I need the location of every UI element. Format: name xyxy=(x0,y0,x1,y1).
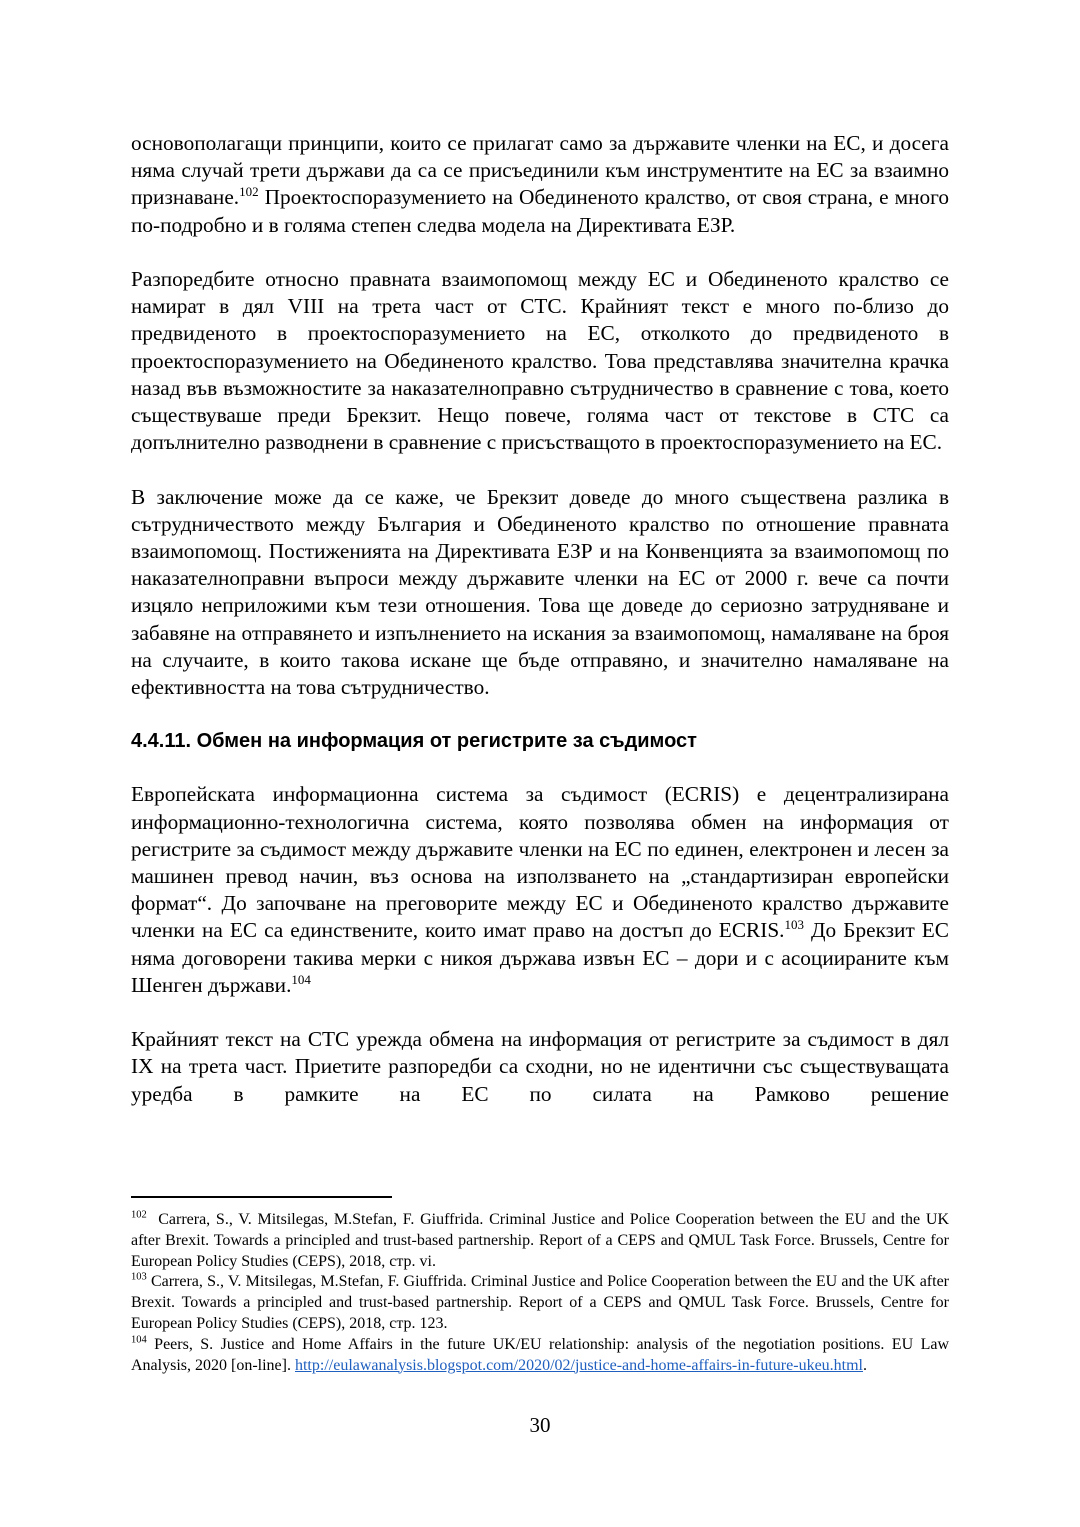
main-text xyxy=(131,130,949,1135)
footnote-ref[interactable]: 103 xyxy=(784,917,804,933)
footnote-number: 103 xyxy=(131,1272,147,1284)
footnote-text: . xyxy=(863,1356,867,1374)
page-number: 30 xyxy=(529,1413,551,1437)
footnote-number: 104 xyxy=(131,1334,147,1346)
footnote xyxy=(131,1335,949,1377)
paragraph xyxy=(131,484,949,702)
footnote-text: Peers, S. Justice and Home Affairs in the future UK/EU relationship: analysis of the negotiation positions. EU Law Analysis, 2020 [on-line]. xyxy=(131,1335,949,1374)
paragraph xyxy=(131,781,949,999)
footnote-ref[interactable]: 104 xyxy=(291,971,311,987)
text: Крайният текст на СТС урежда обмена на информация от регистрите за съдимост в дял IX на трета част. Приетите разпоредби са сходни, но не идентични със съществуващата уредба в рамките на ЕС по силата на Рамково решение xyxy=(131,1027,949,1106)
footnote xyxy=(131,1272,949,1334)
footnote-ref[interactable]: 102 xyxy=(239,184,259,200)
text: Европейската информационна система за съдимост (ECRIS) е децентрализирана информационно-технологична система, която позволява обмен на информация от регистрите за съдимост между държавите членки на ЕС по единен, електронен и лесен за машинен превод начин, въз основа на използването на „стандартизиран европейски формат“. До започване на преговорите между ЕС и Обединеното кралство държавите членки на ЕС са единствените, които имат право на достъп до ECRIS. xyxy=(131,782,949,943)
paragraph xyxy=(131,266,949,456)
footnote-text: Carrera, S., V. Mitsilegas, M.Stefan, F. Giuffrida. Criminal Justice and Police Cooperation between the EU and the UK after Brexit. Towards a principled and trust-based partnership. Report of a CEPS and QMUL Task Force. Brussels, Centre for European Policy Studies (CEPS), 2018, стр. vi. xyxy=(131,1211,953,1270)
footnotes xyxy=(131,1209,953,1376)
footnote xyxy=(131,1209,953,1272)
text: основополагащи принципи, които се прилагат само за държавите членки на ЕС, и досега няма случай трети държави да са се присъединили към инструментите на ЕС за взаимно признаване. xyxy=(131,131,949,210)
footnote-text: Carrera, S., V. Mitsilegas, M.Stefan, F. Giuffrida. Criminal Justice and Police Cooperation between the EU and the UK after Brexit. Towards a principled and trust-based partnership. Report of a CEPS and QMUL Task Force. Brussels, Centre for European Policy Studies (CEPS), 2018, стр. 123. xyxy=(131,1273,949,1332)
text: До Брекзит ЕС няма договорени такива мерки с никоя държава извън ЕС – дори и с асоциираните към Шенген държави. xyxy=(131,918,949,997)
text: Разпоредбите относно правната взаимопомощ между ЕС и Обединеното кралство се намират в дял VIII на трета част от СТС. Крайният текст е много по-близо до предвиденото в проектоспоразумението на ЕС, отколкото до предвиденото в проектоспоразумението на Обединеното кралство. Това представлява значителна крачка назад във възможностите за наказателноправно сътрудничество в сравнение с това, което съществуваше преди Брекзит. Нещо повече, голяма част от текстове в СТС са допълнително разводнени в сравнение с присъстващото в проектоспоразумението на ЕС. xyxy=(131,267,949,455)
text: В заключение може да се каже, че Брекзит доведе до много съществена разлика в сътрудничеството между България и Обединеното кралство по отношение правната взаимопомощ. Постиженията на Директивата ЕЗР и на Конвенцията за взаимопомощ по наказателноправни въпроси между държавите членки на ЕС от 2000 г. вече са почти изцяло неприложими към тези отношения. Това ще доведе до сериозно затрудняване и забавяне на отправянето и изпълнението на искания за взаимопомощ, намаляване на броя на случаите, в които такова искане ще бъде отправяно, и значително намаляване на ефективността на това сътрудничество. xyxy=(131,484,949,700)
section-heading: 4.4.11. Обмен на информация от регистрите за съдимост xyxy=(131,730,697,753)
paragraph xyxy=(131,1026,949,1108)
paragraph xyxy=(131,130,949,239)
footnote-link[interactable]: http://eulawanalysis.blogspot.com/2020/02/justice-and-home-affairs-in-future-ukeu.html xyxy=(294,1356,863,1374)
text: Проектоспоразумението на Обединеното кралство, от своя страна, е много по-подробно и в голяма степен следва модела на Директивата ЕЗР. xyxy=(131,185,949,237)
footnote-separator xyxy=(131,1196,392,1198)
footnote-number: 102 xyxy=(131,1209,147,1221)
